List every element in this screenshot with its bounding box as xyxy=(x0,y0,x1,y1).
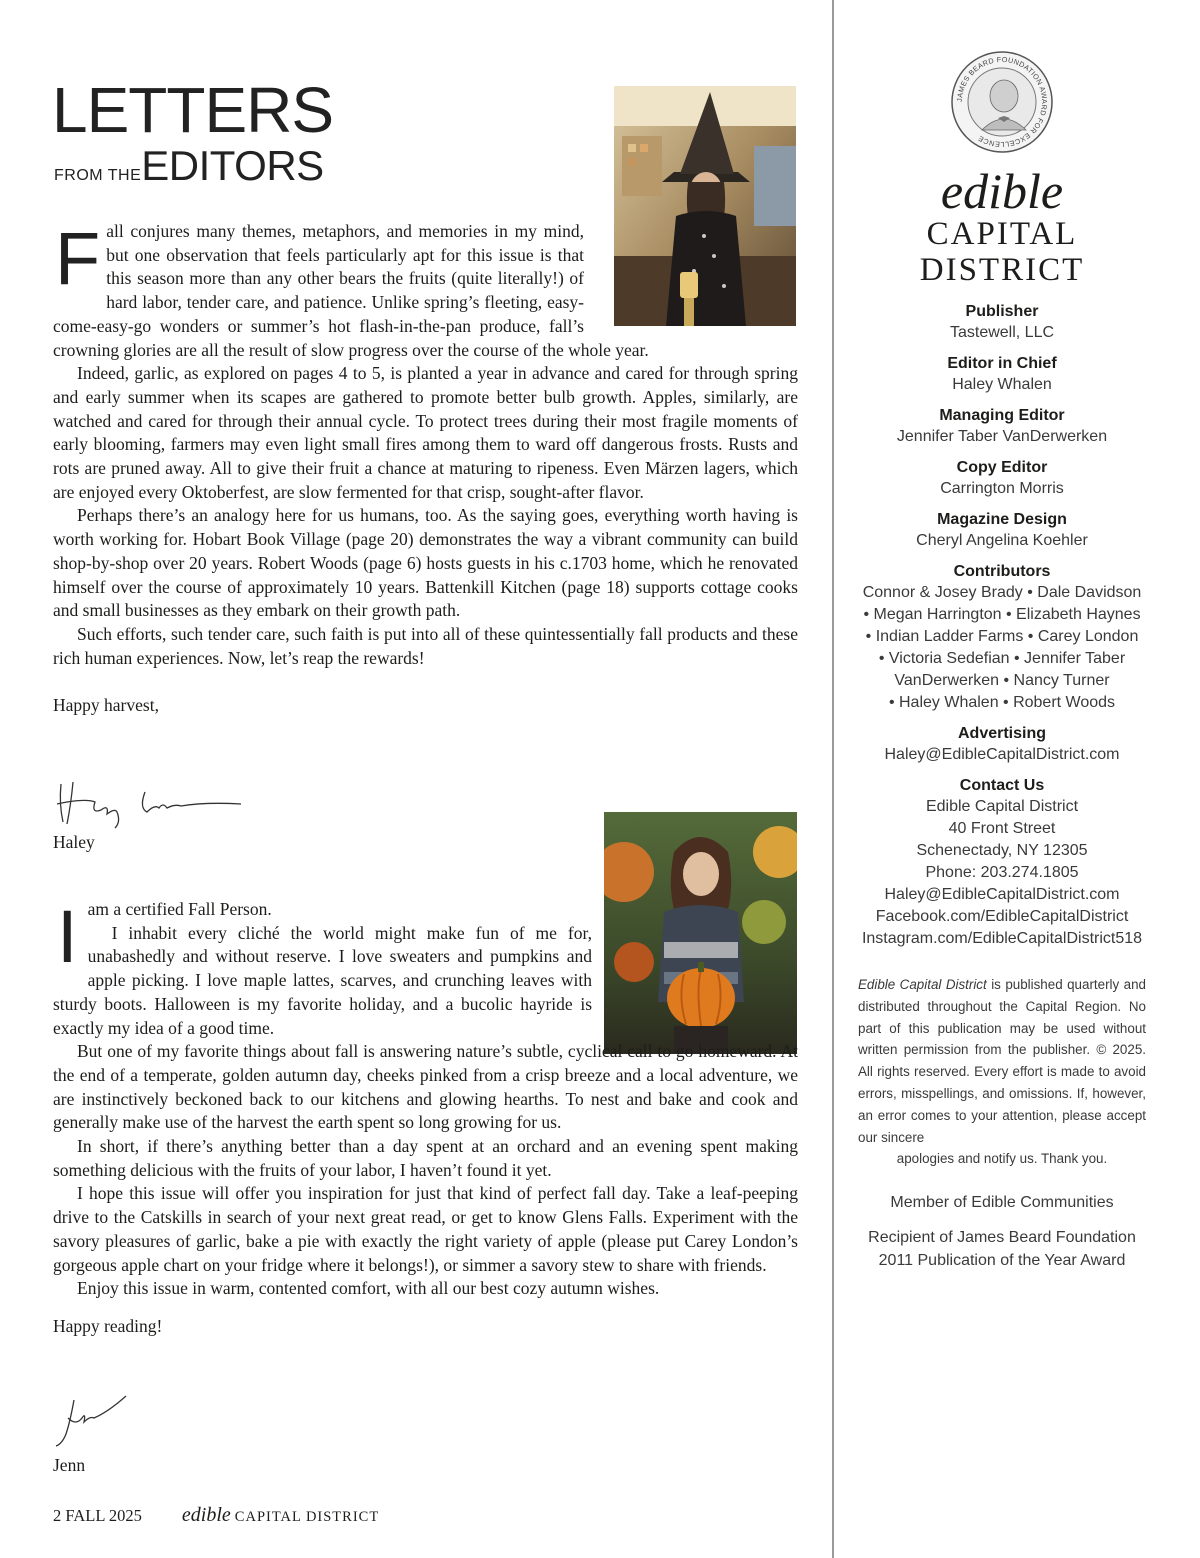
contact-line: Phone: 203.274.1805 xyxy=(925,864,1079,881)
membership-note: Member of Edible Communities xyxy=(890,1194,1114,1212)
masthead-name: Carrington Morris xyxy=(940,480,1064,497)
masthead-name: Tastewell, LLC xyxy=(949,324,1055,341)
footer-page-issue: 2 FALL 2025 xyxy=(53,1506,142,1525)
letter2-paragraph: I hope this issue will offer you inspiration for just that kind of perfect fall day. Take a leaf-peeping drive to the Catskills in search of your next great read, or get to know Glens Falls. Experiment with the savory pleasures of garlic, bake a pie with exactly the right variety of apple (please put Carey London’s gorgeous apple chart on your fridge where it belongs!), or simmer a savory stew to share with friends. xyxy=(53,1183,798,1275)
letter1-paragraph: Indeed, garlic, as explored on pages 4 to 5, is planted a year in advance and cared for through spring and early summer when its scapes are gathered to promote better bulb growth. Apples, similarly, are watched and cared for through their annual cycle. To protect trees during their most fragile moments of early blooming, farmers may even light small fires among them to ward off dangerous frosts. Rusts and rots are pruned away. All to give their fruit a chance at maturing to ripeness. Even Märzen lagers, which are enjoyed every Oktoberfest, are slow fermented for that crisp, sought-after flavor. xyxy=(53,363,798,502)
notice-last-line: apologies and notify us. Thank you. xyxy=(896,1151,1108,1167)
notice-body: is published quarterly and distributed throughout the Capital Region. No part of this publication may be used without written permission from the publisher. © 2025. All rights reserved. Every effort is made to avoid errors, misspellings, and omissions. If, however, an error comes to your attention, please accept our sincere xyxy=(858,977,1146,1145)
brand-district: DISTRICT xyxy=(919,252,1085,288)
brand-edible: edible xyxy=(940,163,1064,219)
masthead-role: Copy Editor xyxy=(956,459,1048,476)
masthead-role: Publisher xyxy=(965,303,1039,320)
letter2-paragraph: I inhabit every cliché the world might make fun of me for, unabashedly and without reserve. I love sweaters and pumpkins and apple picking. I love maple lattes, scarves, and crunching leaves with sturdy boots. Halloween is my favorite holiday, and a bucolic hayride is exactly my idea of a good time. xyxy=(53,922,592,1038)
dropcap-i: I xyxy=(57,895,78,978)
column-divider xyxy=(832,0,834,1558)
letter2-paragraph: In short, if there’s anything better than a day spent at an orchard and an evening spent making something delicious with the fruits of your labor, I haven’t found it yet. xyxy=(53,1136,798,1180)
contact-line: Facebook.com/EdibleCapitalDistrict xyxy=(875,908,1129,925)
letter-jenn xyxy=(53,895,798,1339)
footer-brand-caps: CAPITAL DISTRICT xyxy=(234,1509,380,1525)
letter1-paragraph: Perhaps there’s an analogy here for us humans, too. As the saying goes, everything worth having is worth working for. Hobart Book Village (page 20) demonstrates the way a vibrant community can build shop-by-shop over 20 years. Robert Woods (page 6) hosts guests in his c.1703 home, which he renovated himself over the course of approximately 10 years. Battenkill Kitchen (page 18) supports cottage cooks and small businesses as they embark on their growth path. xyxy=(53,505,798,621)
contributor-line: Connor & Josey Brady • Dale Davidson xyxy=(862,584,1142,601)
notice-publication-name: Edible Capital District xyxy=(858,977,987,992)
jenn-signature xyxy=(52,1392,142,1450)
masthead-list xyxy=(852,302,1152,950)
contact-line: Schenectady, NY 12305 xyxy=(916,842,1088,859)
james-beard-seal-icon xyxy=(950,50,1054,154)
signer-haley: Haley xyxy=(53,832,95,852)
letter2-paragraph: am a certified Fall Person. xyxy=(87,899,272,919)
masthead-role: Contributors xyxy=(953,563,1051,580)
masthead-role: Magazine Design xyxy=(937,511,1067,528)
letter2-paragraph: But one of my favorite things about fall is answering nature’s subtle, cyclical call to go homeward. At the end of a temperate, golden autumn day, cheeks pinked from a crisp breeze and a local adventure, we are instinctively beckoned back to our kitchens and glowing hearths. To nest and bake and cook and generally make use of the harvest the earth spent so long growing for us. xyxy=(53,1041,798,1133)
haley-signature xyxy=(55,774,245,830)
signer-jenn: Jenn xyxy=(53,1455,86,1475)
masthead-name: Jennifer Taber VanDerwerken xyxy=(896,428,1108,445)
contributor-line: • Megan Harrington • Elizabeth Haynes xyxy=(863,606,1141,623)
letter1-closing: Happy harvest, xyxy=(53,695,159,716)
masthead-role: Contact Us xyxy=(959,777,1045,794)
svg-text:JAMES BEARD FOUNDATION AWARD F: JAMES BEARD FOUNDATION AWARD FOR EXCELLENCE xyxy=(954,54,1050,150)
contact-line: Instagram.com/EdibleCapitalDistrict518 xyxy=(861,930,1143,947)
contributor-line: • Haley Whalen • Robert Woods xyxy=(888,694,1116,711)
publication-notice xyxy=(852,974,1152,1170)
masthead-role: Editor in Chief xyxy=(947,355,1057,372)
award-line: Recipient of James Beard Foundation xyxy=(868,1229,1136,1247)
award-line: 2011 Publication of the Year Award xyxy=(878,1252,1126,1270)
letter2-paragraph: Enjoy this issue in warm, contented comfort, with all our best cozy autumn wishes. xyxy=(77,1278,660,1299)
subtitle-big: EDITORS xyxy=(141,142,324,189)
dropcap-f: F xyxy=(55,217,101,300)
brand-capital: CAPITAL xyxy=(926,216,1078,252)
contact-line: 40 Front Street xyxy=(948,820,1056,837)
subtitle-small: FROM THE xyxy=(54,167,142,184)
page-subtitle xyxy=(54,142,324,190)
advertising-email: Haley@EdibleCapitalDistrict.com xyxy=(884,746,1120,763)
contact-line: Edible Capital District xyxy=(925,798,1079,815)
page-title: LETTERS xyxy=(52,74,334,146)
masthead-name: Cheryl Angelina Koehler xyxy=(916,532,1088,549)
footer-brand-edible: edible xyxy=(181,1504,231,1526)
masthead-name: Haley Whalen xyxy=(952,376,1052,393)
page-footer xyxy=(53,1504,379,1527)
masthead-role: Advertising xyxy=(957,725,1046,742)
contributor-line: VanDerwerken • Nancy Turner xyxy=(894,672,1110,689)
masthead-sidebar xyxy=(852,50,1152,1272)
contributor-line: • Victoria Sedefian • Jennifer Taber xyxy=(878,650,1126,667)
masthead-role: Managing Editor xyxy=(939,407,1065,424)
letter2-closing: Happy reading! xyxy=(53,1315,163,1336)
letter-haley xyxy=(53,217,798,718)
letter1-paragraph: Such efforts, such tender care, such faith is put into all of these quintessentially fall products and these rich human experiences. Now, let’s reap the rewards! xyxy=(53,623,798,668)
contributor-line: • Indian Ladder Farms • Carey London xyxy=(865,628,1139,645)
contact-line: Haley@EdibleCapitalDistrict.com xyxy=(884,886,1120,903)
award-note xyxy=(852,1226,1152,1272)
letter1-paragraph: all conjures many themes, metaphors, and memories in my mind, but one observation that feels particularly apt for this issue is that this season more than any other bears the fruits (quite literally!) of hard labor, tender care, and patience. Unlike spring’s fleeting, easy-come-easy-go wonders or summer’s hot flash-in-the-pan produce, fall’s crowning glories are all the result of slow progress over the course of the whole year. xyxy=(53,221,649,360)
